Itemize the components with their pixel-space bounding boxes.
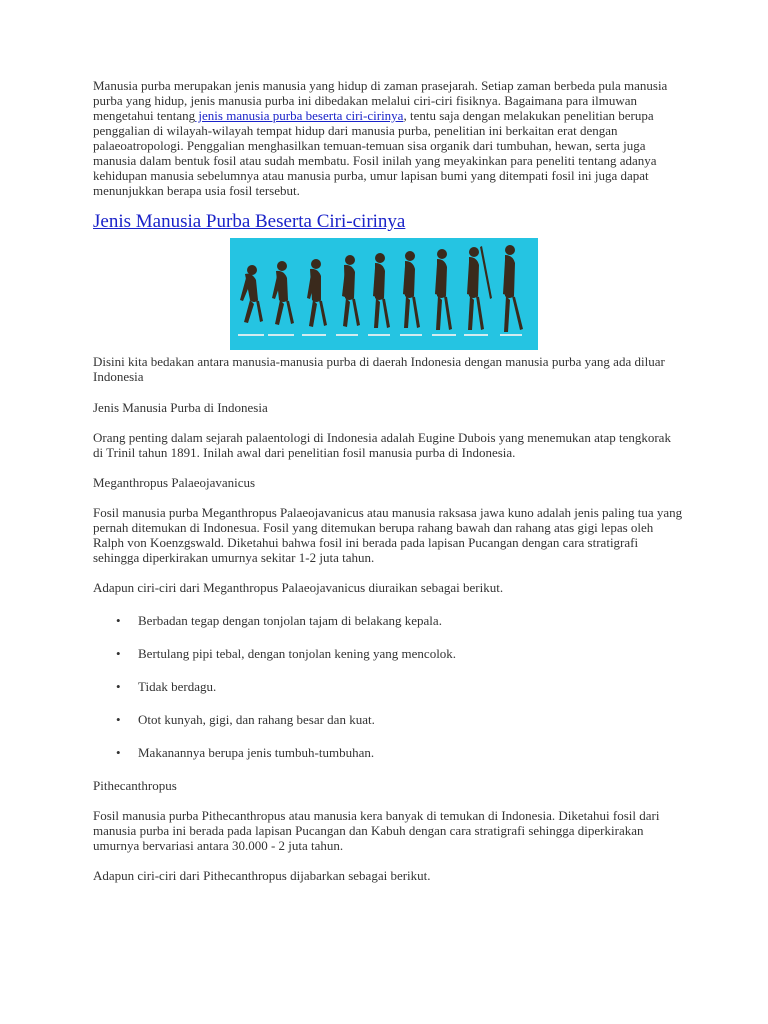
intro-text-after-link: , tentu saja dengan melakukan penelitian berupa penggalian di wilayah-wilayah tempat hidup dari manusia purba, penelitian ini berkaitan erat dengan palaeoatropologi. Penggalian menghasilkan temuan-temuan sisa organik dari tumbuhan, hewan, serta juga manusia dalam bentuk fosil atau sudah membatu. Fosil inilah yang meyakinkan para peneliti tentang adanya kehidupan manusia sebelumnya atau manusia purba, umur lapisan bumi yang ditempati fosil ini juga dapat menunjukkan berapa usia fosil tersebut. — [93, 108, 657, 198]
list-item — [93, 745, 683, 760]
meganthropus-paragraph: Fosil manusia purba Meganthropus Palaeojavanicus atau manusia raksasa jawa kuno adalah jenis paling tua yang pernah ditemukan di Indonesua. Fosil yang ditemukan berupa rahang bawah dan rahang atas gigi lepas oleh Ralph von Koenzgswald. Diketahui bahwa fosil ini berada pada lapisan Pucangan dengan cara stratigrafi sehingga diperkirakan umurnya sekitar 1-2 juta tahun. — [93, 505, 683, 565]
section-heading-link[interactable]: Jenis Manusia Purba Beserta Ciri-cirinya — [93, 211, 406, 232]
bullet-icon: • — [116, 745, 121, 760]
list-item-text: Makanannya berupa jenis tumbuh-tumbuhan. — [138, 745, 375, 760]
section-text-indonesia: Orang penting dalam sejarah palaentologi di Indonesia adalah Eugine Dubois yang menemukan atap tengkorak di Trinil tahun 1891. Inilah awal dari penelitian fosil manusia purba di Indonesia. — [93, 430, 671, 460]
evolution-figure — [230, 238, 538, 350]
list-item-text: Tidak berdagu. — [138, 679, 217, 694]
intro-paragraph — [93, 78, 683, 198]
subheading-pithecanthropus: Pithecanthropus — [93, 778, 177, 793]
article-link[interactable]: jenis manusia purba beserta ciri-cirinya — [195, 108, 404, 123]
pithecanthropus-traits-intro: Adapun ciri-ciri dari Pithecanthropus dijabarkan sebagai berikut. — [93, 868, 431, 883]
bullet-icon: • — [116, 646, 121, 661]
label-strip — [238, 334, 264, 336]
subheading-meganthropus: Meganthropus Palaeojavanicus — [93, 475, 256, 490]
list-item — [93, 679, 683, 694]
document-page — [93, 78, 683, 883]
list-item-text: Berbadan tegap dengan tonjolan tajam di belakang kepala. — [138, 613, 442, 628]
figure-caption: Disini kita bedakan antara manusia-manusia purba di daerah Indonesia dengan manusia purba yang ada diluar Indonesia — [93, 354, 665, 384]
meganthropus-trait-list — [93, 613, 683, 760]
section-title-indonesia: Jenis Manusia Purba di Indonesia — [93, 400, 268, 415]
list-item — [93, 712, 683, 727]
bullet-icon: • — [116, 613, 121, 628]
list-item — [93, 613, 683, 628]
list-item — [93, 646, 683, 661]
pithecanthropus-paragraph: Fosil manusia purba Pithecanthropus atau manusia kera banyak di temukan di Indonesia. Diketahui fosil dari manusia purba ini berada pada lapisan Pucangan dan Kabuh dengan cara stratigrafi sehingga diperkirakan umurnya bervariasi antara 30.000 - 2 juta tahun. — [93, 808, 660, 853]
bullet-icon: • — [116, 679, 121, 694]
evolution-illustration — [230, 238, 538, 350]
list-item-text: Otot kunyah, gigi, dan rahang besar dan kuat. — [138, 712, 375, 727]
bullet-icon: • — [116, 712, 121, 727]
list-item-text: Bertulang pipi tebal, dengan tonjolan kening yang mencolok. — [138, 646, 457, 661]
meganthropus-traits-intro: Adapun ciri-ciri dari Meganthropus Palaeojavanicus diuraikan sebagai berikut. — [93, 580, 504, 595]
intro-text-before-link: Manusia purba merupakan jenis manusia yang hidup di zaman prasejarah. Setiap zaman berbeda pula manusia purba yang hidup, jenis manusia purba ini dibedakan melalui ciri-ciri fisiknya. Bagaimana para ilmuwan mengetahui tentang — [93, 78, 668, 123]
heading-container — [93, 211, 683, 233]
